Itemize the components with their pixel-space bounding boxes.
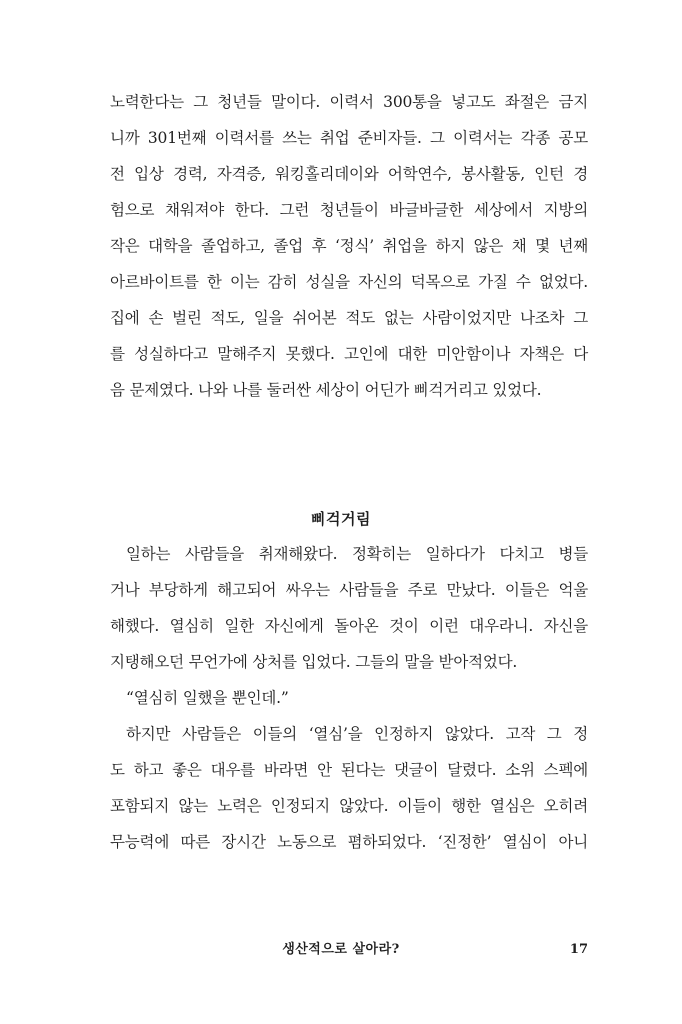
body-line: 해했다. 열심히 일한 자신에게 돌아온 것이 이런 대우라니. 자신을 [110,617,588,635]
body-line: 집에 손 벌린 적도, 일을 쉬어본 적도 없는 사람이었지만 나조차 그 [110,309,588,327]
body-line: 지탱해오던 무언가에 상처를 입었다. 그들의 말을 받아적었다. [110,653,518,671]
body-line: 를 성실하다고 말해주지 못했다. 고인에 대한 미안함이나 자책은 다 [110,345,588,363]
section-heading: 삐걱거림 [311,510,371,528]
body-line: 노력한다는 그 청년들 말이다. 이력서 300통을 넣고도 좌절은 금지 [110,93,588,111]
running-footer-title: 생산적으로 살아라? [282,942,400,957]
body-line: 포함되지 않는 노력은 인정되지 않았다. 이들이 행한 열심은 오히려 [110,797,588,815]
page-number: 17 [569,942,588,957]
quote-line: “열심히 일했을 뿐인데.” [126,689,289,707]
body-line: 음 문제였다. 나와 나를 둘러싼 세상이 어딘가 삐걱거리고 있었다. [110,381,542,399]
body-line: 무능력에 따른 장시간 노동으로 폄하되었다. ‘진정한’ 열심이 아니 [110,833,588,851]
body-line: 도 하고 좋은 대우를 바라면 안 된다는 댓글이 달렸다. 소위 스펙에 [110,761,588,779]
body-line: 작은 대학을 졸업하고, 졸업 후 ‘정식’ 취업을 하지 않은 채 몇 년째 [110,237,588,255]
body-line: 전 입상 경력, 자격증, 워킹홀리데이와 어학연수, 봉사활동, 인턴 경 [110,165,588,183]
body-line: 하지만 사람들은 이들의 ‘열심’을 인정하지 않았다. 고작 그 정 [126,725,588,743]
body-line: 아르바이트를 한 이는 감히 성실을 자신의 덕목으로 가질 수 없었다. [110,273,588,291]
body-line: 일하는 사람들을 취재해왔다. 정확히는 일하다가 다치고 병들 [126,545,588,563]
body-line: 니까 301번째 이력서를 쓰는 취업 준비자들. 그 이력서는 각종 공모 [110,129,588,147]
body-line: 거나 부당하게 해고되어 싸우는 사람들을 주로 만났다. 이들은 억울 [110,581,588,599]
body-line: 험으로 채워져야 한다. 그런 청년들이 바글바글한 세상에서 지방의 [110,201,588,219]
